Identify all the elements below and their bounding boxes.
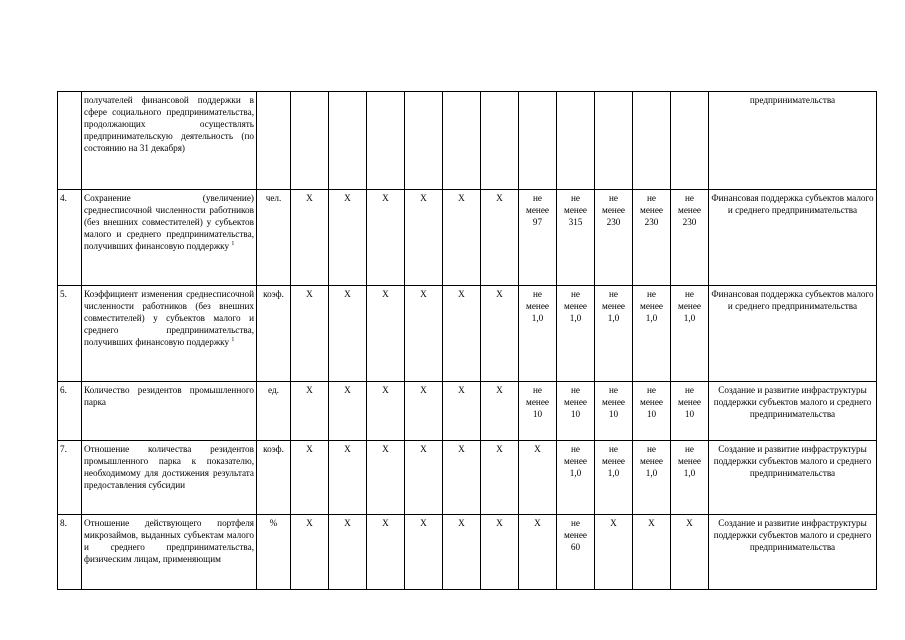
value-cell [519,382,557,441]
direction-text: Финансовая поддержка субъектов малого и среднего предпринимательства [709,286,877,382]
x-cell: X [443,441,481,515]
value-cell [519,190,557,286]
value-line: X [534,518,541,528]
value-number: 1,0 [683,468,696,478]
row-number: 4. [58,190,82,286]
value-line: X [686,518,693,528]
value-line: менее [602,301,625,311]
indicator-description: Отношение количества резидентов промышленного парка к показателю, необходимому для достижения результата предоставления субсидии [82,441,257,515]
value-line: не [571,385,580,395]
value-line: не [647,289,656,299]
x-cell: X [405,382,443,441]
x-cell: X [481,286,519,382]
indicator-description: Сохранение (увеличение) среднесписочной численности работников (без внешних совместителей) у субъектов малого и среднего предпринимательства, получивших финансовую поддержку [84,193,254,251]
value-cell [671,441,709,515]
value-line: менее [564,301,587,311]
value-line: не [647,444,656,454]
x-cell: X [367,382,405,441]
value-line: менее [678,456,701,466]
value-cell [595,92,633,190]
indicator-description: Количество резидентов промышленного парка [82,382,257,441]
value-line: менее [526,397,549,407]
value-line: X [648,518,655,528]
value-cell [595,441,633,515]
x-cell: X [481,382,519,441]
value-number: 10 [646,409,657,419]
x-cell: X [367,190,405,286]
value-line: не [685,444,694,454]
x-cell: X [329,515,367,590]
indicator-description: получателей финансовой поддержки в сфере социального предпринимательства, продолжающих осуществлять предпринимательскую деятельность (по состоянию на 31 декабря) [84,95,254,153]
value-cell [595,286,633,382]
x-cell: X [443,382,481,441]
value-line: не [571,518,580,528]
table-row [58,190,877,286]
value-line: не [685,385,694,395]
value-line: не [533,289,542,299]
direction-text: предпринимательства [749,95,836,105]
value-line: не [533,193,542,203]
footnote-mark: 1 [231,336,235,343]
value-line: не [685,193,694,203]
value-number: 1,0 [569,313,582,323]
value-line: менее [678,205,701,215]
direction-cell [709,92,877,190]
value-number: 1,0 [607,313,620,323]
value-line: менее [564,205,587,215]
value-number: 1,0 [683,313,696,323]
value-line: менее [526,301,549,311]
indicator-description: Отношение действующего портфеля микрозаймов, выданных субъектам малого и среднего предпринимательства, физическим лицам, применяющим [82,515,257,590]
unit: коэф. [257,441,291,515]
value-number: 1,0 [607,468,620,478]
table-row [58,286,877,382]
x-cell: X [291,190,329,286]
table-row [58,441,877,515]
value-cell [519,515,557,590]
value-cell [557,190,595,286]
value-line: не [647,193,656,203]
value-line: менее [526,205,549,215]
value-number: 10 [532,409,543,419]
value-line: менее [564,397,587,407]
value-line: не [609,289,618,299]
value-cell [671,190,709,286]
unit: ед. [257,382,291,441]
x-cell [405,92,443,190]
x-cell: X [367,441,405,515]
x-cell: X [291,515,329,590]
indicator-description-cell [82,92,257,190]
row-number-cell [58,92,82,190]
value-cell [671,92,709,190]
x-cell: X [367,515,405,590]
unit: % [257,515,291,590]
value-line: не [609,385,618,395]
value-line: менее [640,397,663,407]
value-number: 230 [606,217,621,227]
value-cell [557,515,595,590]
value-number: 1,0 [531,313,544,323]
x-cell [291,92,329,190]
value-number: 1,0 [645,313,658,323]
value-cell [519,441,557,515]
value-number: 60 [570,542,581,552]
direction-text: Финансовая поддержка субъектов малого и среднего предпринимательства [709,190,877,286]
value-cell [557,92,595,190]
x-cell: X [481,515,519,590]
value-line: не [571,444,580,454]
value-cell [595,382,633,441]
value-cell [633,286,671,382]
value-number: 230 [644,217,659,227]
value-cell [557,441,595,515]
value-cell [633,92,671,190]
x-cell: X [329,286,367,382]
value-number: 230 [682,217,697,227]
x-cell: X [291,286,329,382]
value-line: менее [640,301,663,311]
x-cell: X [291,382,329,441]
x-cell: X [329,382,367,441]
indicator-description-cell [82,286,257,382]
indicator-description: Коэффициент изменения среднесписочной численности работников (без внешних совместителей) у субъектов малого и среднего предпринимательства, получивших финансовую поддержку [84,289,254,347]
x-cell [443,92,481,190]
x-cell [481,92,519,190]
value-line: не [647,385,656,395]
table-row-continuation [58,92,877,190]
x-cell: X [329,441,367,515]
value-cell [595,190,633,286]
value-line: не [571,193,580,203]
table-row [58,515,877,590]
value-line: менее [602,397,625,407]
value-cell [671,515,709,590]
value-line: не [533,385,542,395]
x-cell: X [405,286,443,382]
direction-text: Создание и развитие инфраструктуры поддержки субъектов малого и среднего предпринимательства [709,441,877,515]
value-number: 10 [684,409,695,419]
value-line: менее [602,456,625,466]
indicator-description-cell [82,190,257,286]
value-cell [519,92,557,190]
value-cell [595,515,633,590]
value-number: 1,0 [569,468,582,478]
value-cell [557,382,595,441]
value-line: менее [678,397,701,407]
value-line: не [609,444,618,454]
footnote-mark: 1 [231,240,235,247]
value-number: 1,0 [645,468,658,478]
value-line: не [609,193,618,203]
row-number: 5. [58,286,82,382]
x-cell: X [443,286,481,382]
unit: коэф. [257,286,291,382]
x-cell [329,92,367,190]
x-cell: X [405,515,443,590]
value-cell [633,190,671,286]
x-cell: X [405,441,443,515]
value-line: не [571,289,580,299]
unit: чел. [257,190,291,286]
x-cell: X [291,441,329,515]
x-cell: X [329,190,367,286]
value-line: X [610,518,617,528]
indicators-table [57,91,877,590]
value-number: 10 [570,409,581,419]
value-cell [633,382,671,441]
direction-text: Создание и развитие инфраструктуры поддержки субъектов малого и среднего предпринимательства [709,382,877,441]
x-cell [367,92,405,190]
x-cell: X [443,515,481,590]
value-line: не [685,289,694,299]
value-line: X [534,444,541,454]
value-line: менее [640,456,663,466]
table-row [58,382,877,441]
x-cell: X [481,190,519,286]
value-cell [633,441,671,515]
x-cell: X [443,190,481,286]
unit-cell [257,92,291,190]
row-number: 7. [58,441,82,515]
x-cell: X [481,441,519,515]
value-cell [671,382,709,441]
x-cell: X [405,190,443,286]
x-cell: X [367,286,405,382]
value-cell [557,286,595,382]
value-cell [519,286,557,382]
value-cell [671,286,709,382]
value-number: 10 [608,409,619,419]
value-line: менее [678,301,701,311]
row-number: 6. [58,382,82,441]
value-line: менее [564,530,587,540]
value-number: 315 [568,217,583,227]
row-number: 8. [58,515,82,590]
value-number: 97 [532,217,543,227]
value-line: менее [602,205,625,215]
value-line: менее [564,456,587,466]
direction-text: Создание и развитие инфраструктуры поддержки субъектов малого и среднего предпринимательства [709,515,877,590]
value-line: менее [640,205,663,215]
value-cell [633,515,671,590]
